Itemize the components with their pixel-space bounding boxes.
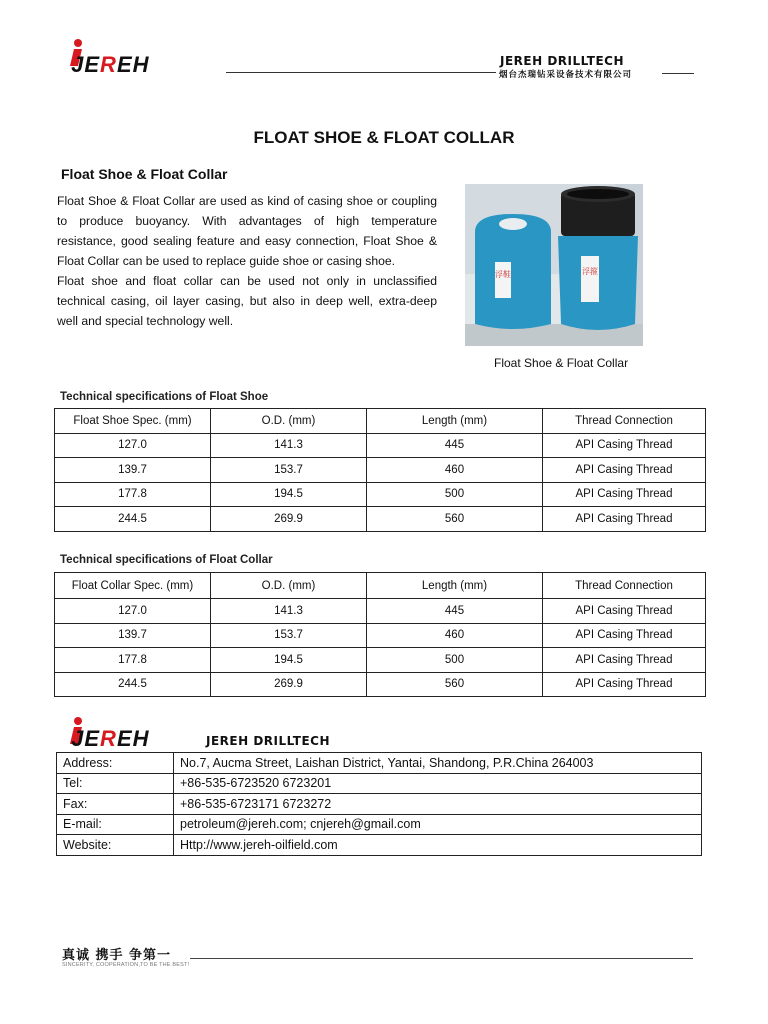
contact-label: Tel:: [57, 773, 174, 794]
table-header-cell: O.D. (mm): [211, 573, 367, 599]
table-cell: 460: [367, 458, 543, 483]
product-photo: [465, 184, 643, 346]
intro-paragraph-1: Float Shoe & Float Collar are used as kind of casing shoe or coupling to produce buoyancy. With advantages of high temperature resistance, good sealing feature and easy connection, Float Shoe & Float Collar can be used to replace guide shoe or casing shoe.: [57, 194, 437, 268]
contact-label: Address:: [57, 753, 174, 774]
brand-name: JEREH DRILLTECH: [500, 54, 625, 68]
float-shoe-collar-image: [465, 184, 643, 346]
table-cell: 139.7: [55, 623, 211, 648]
table-cell: API Casing Thread: [543, 648, 706, 673]
table-row: [55, 599, 706, 624]
table-cell: API Casing Thread: [543, 482, 706, 507]
table-cell: 127.0: [55, 599, 211, 624]
table-header-cell: Thread Connection: [543, 409, 706, 434]
intro-text: [57, 191, 437, 331]
table-cell: 500: [367, 482, 543, 507]
photo-caption: Float Shoe & Float Collar: [494, 356, 629, 370]
table-header-cell: Length (mm): [367, 573, 543, 599]
table-cell: API Casing Thread: [543, 623, 706, 648]
table-cell: API Casing Thread: [543, 599, 706, 624]
table-row: [55, 482, 706, 507]
slogan-english: SINCERITY, COOPERATION,TO BE THE BEST!: [62, 962, 190, 968]
contact-value: +86-535-6723171 6723272: [174, 794, 702, 815]
collar-label-text: 浮箍: [582, 267, 598, 276]
shoe-table-title: Technical specifications of Float Shoe: [60, 391, 269, 403]
table-header-row: [55, 409, 706, 434]
header-rule-right: [662, 73, 694, 74]
table-row: [55, 507, 706, 532]
table-cell: API Casing Thread: [543, 458, 706, 483]
table-header-cell: Float Shoe Spec. (mm): [55, 409, 211, 434]
header: JEREH JEREH DRILLTECH 烟台杰瑞钻采设备技术有限公司: [0, 40, 768, 80]
table-cell: 244.5: [55, 672, 211, 697]
footer-brand-name: JEREH DRILLTECH: [206, 734, 331, 748]
float-collar-spec-table: [54, 572, 706, 697]
table-cell: API Casing Thread: [543, 507, 706, 532]
table-header-cell: Length (mm): [367, 409, 543, 434]
table-cell: API Casing Thread: [543, 433, 706, 458]
contact-row-tel: [57, 773, 702, 794]
table-cell: 127.0: [55, 433, 211, 458]
contact-value[interactable]: petroleum@jereh.com; cnjereh@gmail.com: [174, 814, 702, 835]
table-row: [55, 623, 706, 648]
table-row: [55, 672, 706, 697]
table-cell: 153.7: [211, 623, 367, 648]
table-cell: 244.5: [55, 507, 211, 532]
table-cell: 194.5: [211, 648, 367, 673]
table-header-row: [55, 573, 706, 599]
table-cell: 141.3: [211, 599, 367, 624]
table-header-cell: Thread Connection: [543, 573, 706, 599]
contact-table: [56, 752, 702, 856]
contact-row-address: [57, 753, 702, 774]
table-cell: 194.5: [211, 482, 367, 507]
contact-value: +86-535-6723520 6723201: [174, 773, 702, 794]
intro-paragraph-2: Float shoe and float collar can be used not only in unclassified technical casing, oil layer casing, but also in deep well, extra-deep well and special technology well.: [57, 274, 437, 328]
footer-rule: [190, 958, 693, 959]
table-cell: 560: [367, 507, 543, 532]
table-cell: 560: [367, 672, 543, 697]
table-cell: 269.9: [211, 507, 367, 532]
table-cell: 141.3: [211, 433, 367, 458]
table-cell: 269.9: [211, 672, 367, 697]
table-row: [55, 648, 706, 673]
table-cell: 500: [367, 648, 543, 673]
contact-row-email: [57, 814, 702, 835]
table-cell: 139.7: [55, 458, 211, 483]
table-cell: 460: [367, 623, 543, 648]
float-shoe-spec-table: [54, 408, 706, 532]
contact-label: Website:: [57, 835, 174, 856]
contact-label: E-mail:: [57, 814, 174, 835]
shoe-label-text: 浮鞋: [495, 270, 511, 279]
contact-row-website: [57, 835, 702, 856]
table-row: [55, 433, 706, 458]
slogan-chinese: 真诚 携手 争第一: [62, 948, 172, 963]
page-title: FLOAT SHOE & FLOAT COLLAR: [253, 128, 515, 147]
table-cell: API Casing Thread: [543, 672, 706, 697]
section-subtitle: Float Shoe & Float Collar: [61, 166, 228, 182]
table-cell: 153.7: [211, 458, 367, 483]
brand-chinese-name: 烟台杰瑞钻采设备技术有限公司: [499, 70, 633, 80]
website-link[interactable]: Http://www.jereh-oilfield.com: [174, 835, 702, 856]
contact-row-fax: [57, 794, 702, 815]
table-cell: 445: [367, 599, 543, 624]
footer-logo: JEREH JEREH DRILLTECH: [64, 718, 364, 748]
contact-value: No.7, Aucma Street, Laishan District, Yantai, Shandong, P.R.China 264003: [174, 753, 702, 774]
collar-table-title: Technical specifications of Float Collar: [60, 554, 273, 566]
header-rule-left: [226, 72, 496, 73]
table-header-cell: Float Collar Spec. (mm): [55, 573, 211, 599]
table-cell: 445: [367, 433, 543, 458]
table-cell: 177.8: [55, 482, 211, 507]
table-header-cell: O.D. (mm): [211, 409, 367, 434]
table-row: [55, 458, 706, 483]
table-cell: 177.8: [55, 648, 211, 673]
contact-label: Fax:: [57, 794, 174, 815]
